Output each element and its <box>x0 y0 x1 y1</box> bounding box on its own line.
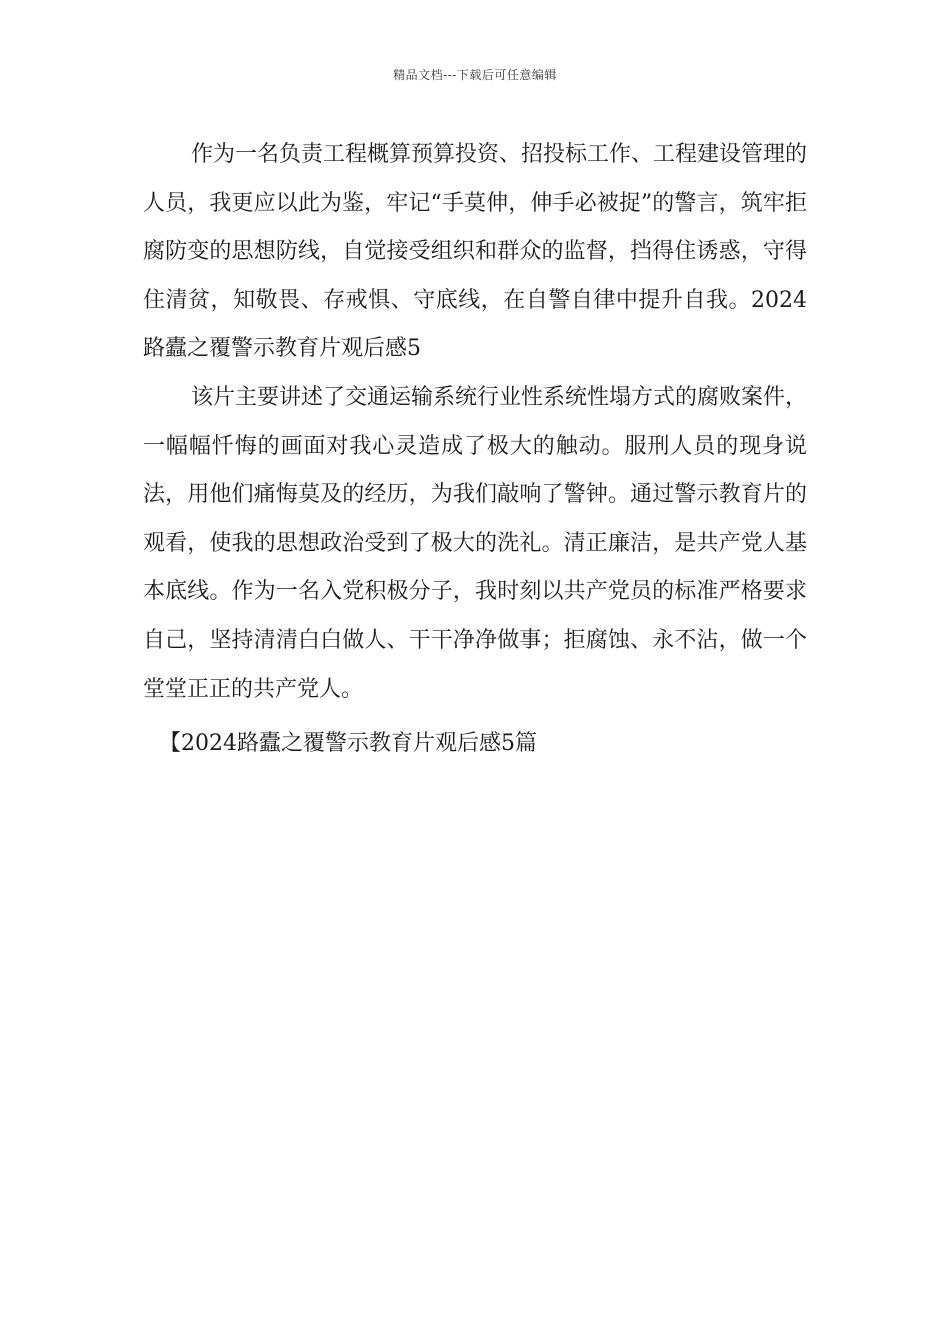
paragraph-2: 该片主要讲述了交通运输系统行业性系统性塌方式的腐败案件，一幅幅忏悔的画面对我心灵造成了极大的触动。服刑人员的现身说法，用他们痛悔莫及的经历，为我们敲响了警钟。通过警示教育片的观看，使我的思想政治受到了极大的洗礼。清正廉洁，是共产党人基本底线。作为一名入党积极分子，我时刻以共产党员的标准严格要求自己，坚持清清白白做人、干干净净做事；拒腐蚀、永不沾，做一个堂堂正正的共产党人。 <box>143 384 808 702</box>
paragraph-3-title-line: 【2024路蠹之覆警示教育片观后感5篇 <box>159 731 537 757</box>
paragraph-1: 作为一名负责工程概算预算投资、招投标工作、工程建设管理的人员，我更应以此为鉴，牢记“手莫伸，伸手必被捉”的警言，筑牢拒腐防变的思想防线，自觉接受组织和群众的监督，挡得住诱惑，守得住清贫，知敬畏、存戒惧、守底线，在自警自律中提升自我。2024路蠹之覆警示教育片观后感5 <box>143 142 808 362</box>
page-header: 精品文档---下载后可任意编辑 <box>393 68 557 82</box>
document-body <box>143 131 807 769</box>
